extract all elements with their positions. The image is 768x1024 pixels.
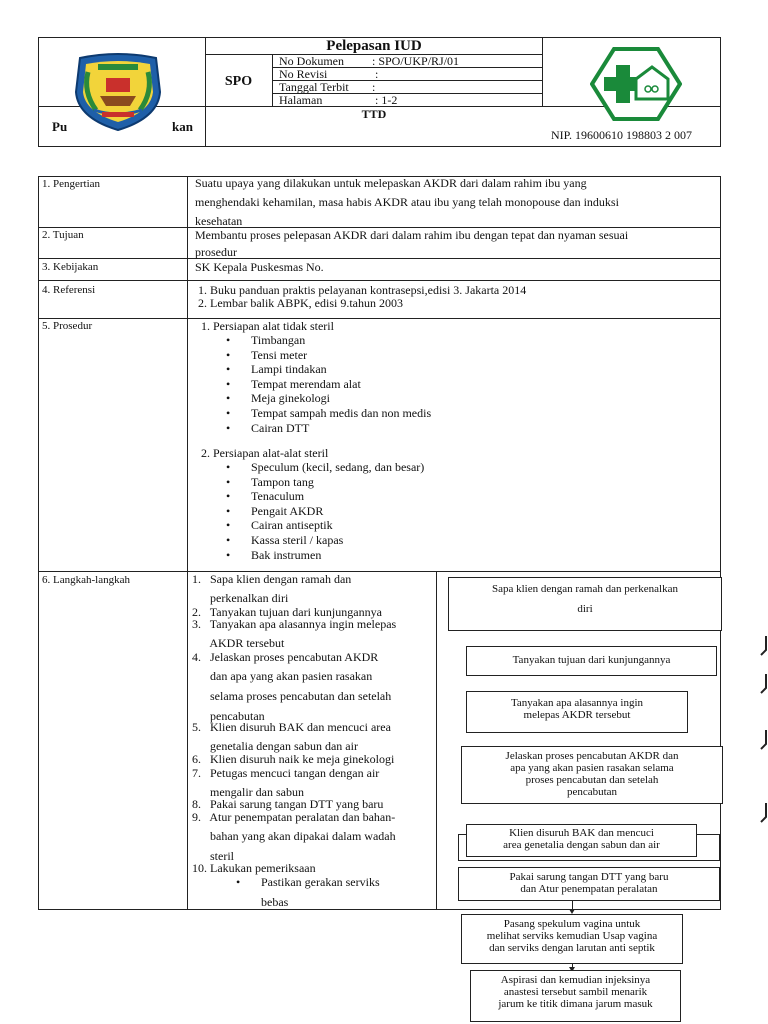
list-item: • Pastikan gerakan serviks	[261, 875, 380, 890]
document-title: Pelepasan IUD	[326, 38, 422, 54]
step-line: 8. Pakai sarung tangan DTT yang baru	[192, 797, 384, 811]
flow-box: Tanyakan tujuan dari kunjungannya	[466, 646, 717, 676]
list-item: • Tempat merendam alat	[251, 377, 431, 392]
list-item: • Speculum (kecil, sedang, dan besar)	[251, 460, 424, 475]
step-line: pencabutan	[192, 709, 265, 723]
prosedur-list-nonsterile	[251, 333, 431, 435]
referensi-item: 2. Lembar balik ABPK, edisi 9.tahun 2003	[198, 296, 403, 310]
doc-field-label: Halaman	[279, 93, 323, 107]
doc-field-value: :	[372, 80, 376, 94]
prosedur-group-title: 1. Persiapan alat tidak steril	[201, 319, 334, 333]
nip-text: NIP. 19600610 198803 2 007	[551, 128, 693, 142]
section-label-langkah: 6. Langkah-langkah	[42, 574, 130, 586]
regional-seal-icon	[68, 52, 168, 132]
doc-field-value: :	[375, 67, 379, 81]
step-line: steril	[192, 849, 234, 863]
flow-box: Jelaskan proses pencabutan AKDR dan apa yang akan pasien rasakan selama proses pencabutan dan setelah pencabutan	[461, 746, 723, 804]
step-line: AKDR tersebut	[192, 636, 285, 650]
list-item: • Tenaculum	[251, 489, 424, 504]
flow-box: Tanyakan apa alasannya ingin melepas AKDR tersebut	[466, 691, 688, 733]
step-line: 9. Atur penempatan peralatan dan bahan-	[192, 810, 396, 824]
list-item: • Timbangan	[251, 333, 431, 348]
flow-box: Pakai sarung tangan DTT yang baru dan Atur penempatan peralatan	[458, 867, 720, 901]
step-line: 2. Tanyakan tujuan dari kunjungannya	[192, 605, 382, 619]
step-line: bahan yang akan dipakai dalam wadah	[192, 829, 396, 843]
doc-field-label: No Revisi	[279, 67, 328, 81]
doc-field-label: No Dokumen	[279, 54, 344, 68]
step-line: 6. Klien disuruh naik ke meja ginekologi	[192, 752, 395, 766]
cutoff-arrow-icon	[760, 674, 768, 696]
step-line: perkenalkan diri	[192, 591, 289, 605]
ttd-label: TTD	[361, 107, 387, 121]
step-line: mengalir dan sabun	[192, 785, 304, 799]
list-item: • Lampi tindakan	[251, 362, 431, 377]
kebijakan-text: SK Kepala Puskesmas No.	[195, 260, 324, 274]
list-item: • Cairan antiseptik	[251, 518, 424, 533]
list-item: • Tempat sampah medis dan non medis	[251, 406, 431, 421]
step-line: bebas	[261, 895, 289, 909]
doc-field-value: : 1-2	[375, 93, 398, 107]
pengertian-line: kesehatan	[195, 214, 243, 228]
cutoff-arrow-icon	[760, 803, 768, 825]
list-item: • Bak instrumen	[251, 548, 424, 563]
prosedur-group-title: 2. Persiapan alat-alat steril	[201, 446, 329, 460]
cutoff-arrow-icon	[760, 730, 768, 752]
flow-box: Klien disuruh BAK dan mencuci area genetalia dengan sabun dan air	[466, 824, 697, 857]
cutoff-arrow-icon	[760, 636, 768, 658]
puskesmas-label-left: Pu	[52, 119, 68, 134]
step-line: genetalia dengan sabun dan air	[192, 739, 358, 753]
section-label-tujuan: 2. Tujuan	[42, 229, 84, 241]
step-line: 7. Petugas mencuci tangan dengan air	[192, 766, 380, 780]
puskesmas-label-right: kan	[172, 119, 193, 134]
step-line: 1. Sapa klien dengan ramah dan	[192, 572, 352, 586]
step-line: selama proses pencabutan dan setelah	[192, 689, 392, 703]
referensi-item: 1. Buku panduan praktis pelayanan kontrasepsi,edisi 3. Jakarta 2014	[198, 283, 527, 297]
list-item: • Pengait AKDR	[251, 504, 424, 519]
section-label-referensi: 4. Referensi	[42, 284, 96, 296]
tujuan-line: prosedur	[195, 245, 237, 259]
list-item: • Tensi meter	[251, 348, 431, 363]
tujuan-line: Membantu proses pelepasan AKDR dari dalam rahim ibu dengan tepat dan nyaman sesuai	[195, 228, 629, 242]
puskesmas-logo-icon	[590, 47, 682, 121]
list-item: • Meja ginekologi	[251, 391, 431, 406]
list-item: • Cairan DTT	[251, 421, 431, 436]
step-line: 10. Lakukan pemeriksaan	[192, 861, 316, 875]
step-line: 4. Jelaskan proses pencabutan AKDR	[192, 650, 379, 664]
doc-field-label: Tanggal Terbit	[279, 80, 349, 94]
doc-field-value: : SPO/UKP/RJ/01	[372, 54, 460, 68]
flow-box: Sapa klien dengan ramah dan perkenalkan diri	[448, 577, 722, 631]
prosedur-list-sterile	[251, 460, 424, 562]
pengertian-line: Suatu upaya yang dilakukan untuk melepaskan AKDR dari dalam rahim ibu yang	[195, 176, 587, 190]
section-label-prosedur: 5. Prosedur	[42, 320, 93, 332]
flow-box: Pasang spekulum vagina untuk melihat serviks kemudian Usap vagina dan serviks dengan larutan anti septik	[461, 914, 683, 964]
step-line: 5. Klien disuruh BAK dan mencuci area	[192, 720, 391, 734]
spo-label: SPO	[224, 74, 253, 89]
flow-box: Aspirasi dan kemudian injeksinya anastesi tersebut sambil menarik jarum ke titik dimana jarum masuk	[470, 970, 681, 1022]
step-line: dan apa yang akan pasien rasakan	[192, 669, 373, 683]
section-label-pengertian: 1. Pengertian	[42, 178, 101, 190]
step-sublist	[261, 875, 380, 890]
pengertian-line: menghendaki kehamilan, masa habis AKDR atau ibu yang telah monopouse dan induksi	[195, 195, 619, 209]
step-line: 3. Tanyakan apa alasannya ingin melepas	[192, 617, 397, 631]
list-item: • Kassa steril / kapas	[251, 533, 424, 548]
list-item: • Tampon tang	[251, 475, 424, 490]
section-label-kebijakan: 3. Kebijakan	[42, 261, 99, 273]
